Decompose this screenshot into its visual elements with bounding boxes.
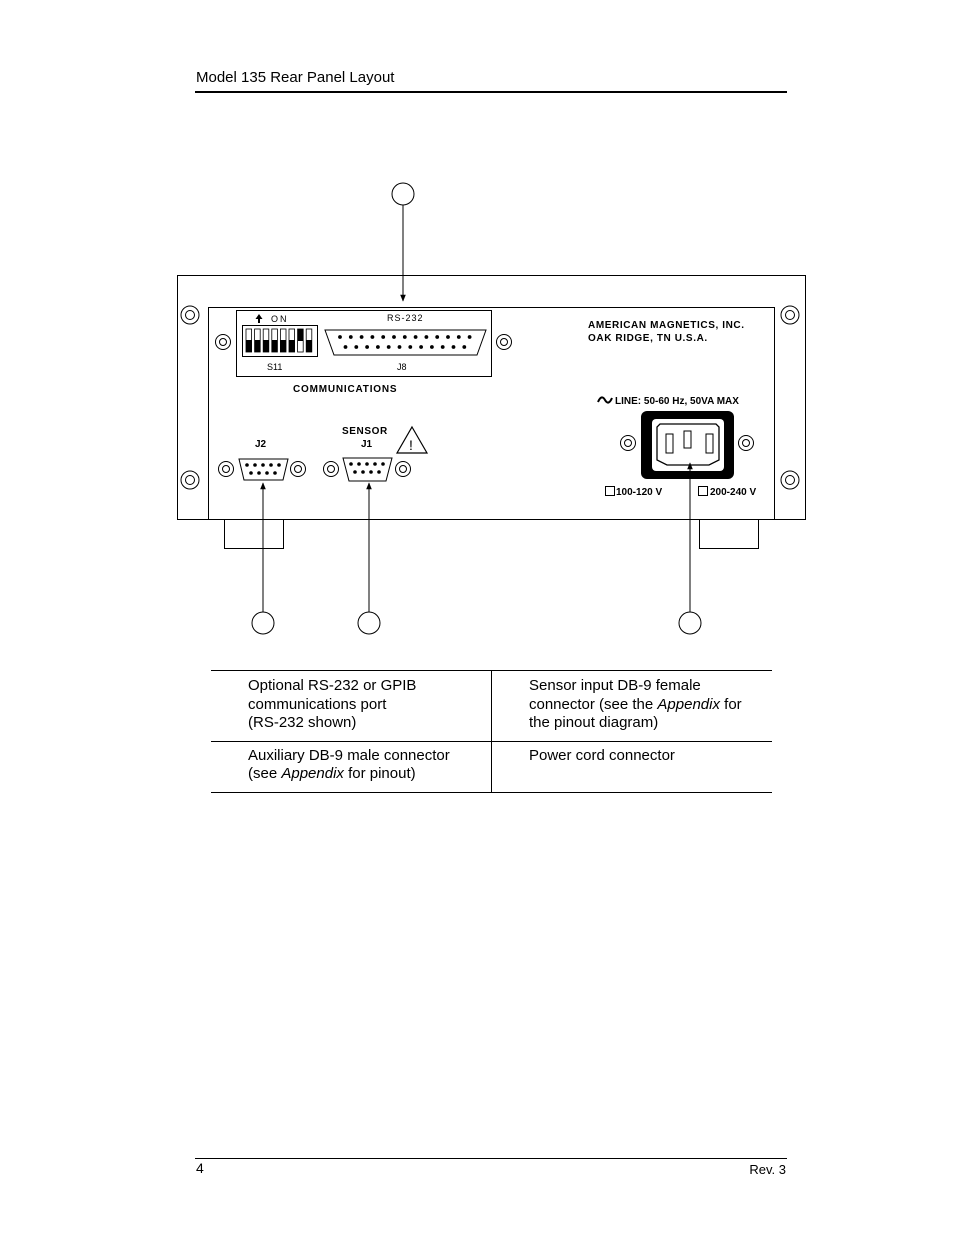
legend-cell — [492, 741, 773, 792]
connector-pin — [365, 345, 369, 349]
legend-line: communications port — [248, 695, 387, 713]
connector-pin — [361, 470, 365, 474]
page-header-title: Model 135 Rear Panel Layout — [196, 69, 395, 86]
connector-pin — [354, 345, 358, 349]
legend-line: the pinout diagram) — [529, 714, 659, 731]
legend-cell — [211, 671, 492, 742]
connector-pin — [414, 335, 418, 339]
connector-pin — [338, 335, 342, 339]
legend-cell — [211, 741, 492, 792]
dip-lever — [263, 340, 269, 352]
connector-pin — [419, 345, 423, 349]
chassis-foot-left — [225, 520, 284, 549]
callout-circle-power — [679, 612, 701, 634]
rs232-label: RS-232 — [387, 313, 424, 323]
rs232-id-label: J8 — [397, 362, 407, 372]
connector-pin — [441, 345, 445, 349]
connector-pin — [446, 335, 450, 339]
callout-circle-aux — [252, 612, 274, 634]
footer-rule — [195, 1158, 787, 1159]
callout-circle-sensor — [358, 612, 380, 634]
power-rating-label: LINE: 50-60 Hz, 50VA MAX — [615, 396, 739, 407]
chassis-foot-right — [700, 520, 759, 549]
connector-pin — [369, 470, 373, 474]
dip-lever — [306, 340, 312, 352]
legend-cell — [492, 671, 773, 742]
checkbox-icon — [606, 487, 615, 496]
legend-line: (RS-232 shown) — [248, 714, 357, 731]
connector-pin — [349, 335, 353, 339]
manufacturer-line-2: OAK RIDGE, TN U.S.A. — [588, 333, 708, 344]
legend-line: Auxiliary DB-9 male connector — [248, 746, 450, 764]
legend-table — [211, 670, 772, 793]
connector-pin — [257, 471, 261, 475]
dip-lever — [289, 340, 295, 352]
dip-lever — [246, 340, 252, 352]
connector-pin — [360, 335, 364, 339]
legend-line: Power cord connector — [529, 746, 675, 764]
connector-pin — [365, 462, 369, 466]
connector-pin — [381, 462, 385, 466]
dip-lever — [280, 340, 286, 352]
callout-circle-comm — [392, 183, 414, 205]
voltage-option-1: 100-120 V — [616, 487, 663, 498]
communications-label: COMMUNICATIONS — [293, 384, 398, 395]
connector-pin — [373, 462, 377, 466]
legend-line: connector (see the Appendix for — [529, 695, 742, 713]
connector-pin — [381, 335, 385, 339]
checkbox-icon — [699, 487, 708, 496]
legend-line: (see Appendix for pinout) — [248, 765, 416, 782]
page-number: 4 — [196, 1160, 204, 1176]
connector-pin — [430, 345, 434, 349]
power-inlet-pin-left — [666, 434, 673, 453]
connector-pin — [392, 335, 396, 339]
connector-pin — [435, 335, 439, 339]
connector-pin — [376, 345, 380, 349]
dip-lever — [272, 340, 278, 352]
connector-pin — [468, 335, 472, 339]
connector-pin — [261, 463, 265, 467]
connector-pin — [344, 345, 348, 349]
connector-pin — [457, 335, 461, 339]
connector-pin — [273, 471, 277, 475]
connector-pin — [269, 463, 273, 467]
connector-pin — [357, 462, 361, 466]
connector-pin — [277, 463, 281, 467]
legend-row — [211, 671, 772, 742]
connector-pin — [408, 345, 412, 349]
sensor-label: SENSOR — [342, 426, 388, 437]
connector-pin — [425, 335, 429, 339]
revision-label: Rev. 3 — [749, 1162, 786, 1177]
connector-pin — [249, 471, 253, 475]
connector-pin — [387, 345, 391, 349]
dip-on-label: ON — [271, 314, 289, 324]
legend-line: Sensor input DB-9 female — [529, 677, 701, 694]
connector-pin — [245, 463, 249, 467]
legend-row — [211, 741, 772, 792]
power-inlet-pin-right — [706, 434, 713, 453]
connector-pin — [377, 470, 381, 474]
connector-pin — [265, 471, 269, 475]
dip-id-label: S11 — [267, 362, 283, 372]
connector-pin — [398, 345, 402, 349]
voltage-option-2: 200-240 V — [710, 487, 757, 498]
manufacturer-line-1: AMERICAN MAGNETICS, INC. — [588, 320, 745, 331]
connector-pin — [353, 470, 357, 474]
connector-pin — [452, 345, 456, 349]
connector-pin — [349, 462, 353, 466]
warning-symbol: ! — [409, 437, 413, 453]
connector-pin — [462, 345, 466, 349]
connector-pin — [253, 463, 257, 467]
aux-connector-label: J2 — [255, 439, 267, 450]
sensor-connector — [343, 458, 392, 481]
rs232-connector — [325, 330, 486, 355]
dip-lever — [298, 329, 304, 341]
legend-line: Optional RS-232 or GPIB — [248, 677, 417, 694]
aux-connector — [239, 459, 288, 480]
dip-lever — [255, 340, 261, 352]
sensor-id-label: J1 — [361, 439, 373, 450]
connector-pin — [403, 335, 407, 339]
power-inlet-pin-center — [684, 431, 691, 448]
connector-pin — [371, 335, 375, 339]
